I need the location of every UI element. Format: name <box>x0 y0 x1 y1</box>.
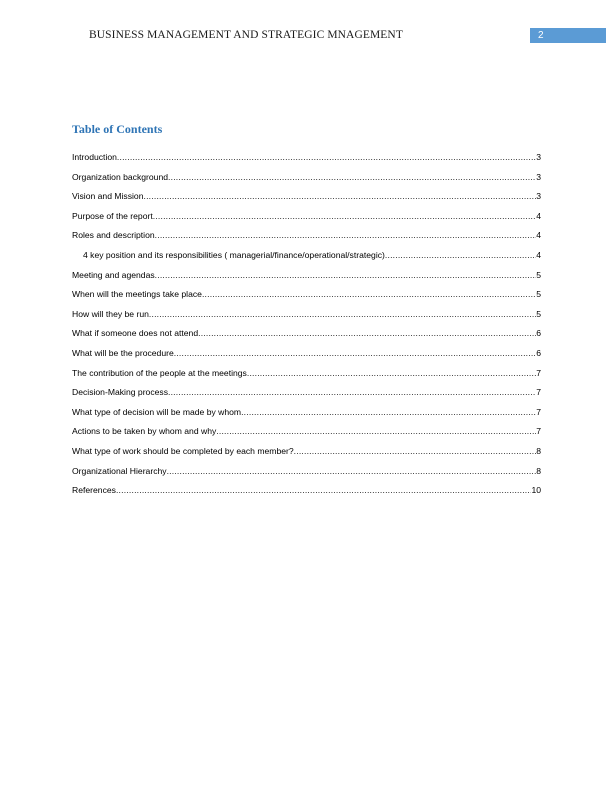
toc-entry-page-number[interactable]: 3 <box>536 191 541 202</box>
toc-dot-leader <box>241 405 536 419</box>
toc-dot-leader <box>385 248 536 262</box>
toc-entry[interactable] <box>72 150 541 170</box>
toc-entry-page-number[interactable]: 4 <box>536 230 541 241</box>
toc-entry-page-number[interactable]: 6 <box>536 328 541 339</box>
toc-entry-page-number[interactable]: 6 <box>536 347 541 358</box>
toc-entry-page-number[interactable]: 3 <box>536 171 541 182</box>
toc-entry-page-number[interactable]: 7 <box>536 387 541 398</box>
running-header-title: BUSINESS MANAGEMENT AND STRATEGIC MNAGEMENT <box>89 29 403 41</box>
toc-dot-leader <box>247 366 536 380</box>
toc-entry-page-number[interactable]: 4 <box>536 210 541 221</box>
toc-entry-label[interactable]: References <box>72 485 116 496</box>
toc-entry-label[interactable]: What if someone does not attend <box>72 328 199 339</box>
toc-entry-label[interactable]: Decision-Making process <box>72 387 168 398</box>
toc-dot-leader <box>167 464 537 478</box>
toc-entry-page-number[interactable]: 10 <box>531 485 541 496</box>
toc-entry-label[interactable]: Organization background <box>72 171 169 182</box>
toc-entry-label[interactable]: What will be the procedure <box>72 347 174 358</box>
toc-dot-leader <box>168 170 536 184</box>
toc-dot-leader <box>155 228 537 242</box>
toc-entry-page-number[interactable]: 5 <box>536 289 541 300</box>
toc-entry[interactable] <box>72 405 541 425</box>
toc-entry-label[interactable]: 4 key position and its responsibilities ( managerial/finance/operational/strategic) <box>83 249 385 260</box>
table-of-contents <box>72 150 541 503</box>
toc-dot-leader <box>174 346 536 360</box>
toc-heading: Table of Contents <box>72 122 163 136</box>
toc-entry-label[interactable]: Purpose of the report <box>72 210 153 221</box>
toc-entry[interactable] <box>72 268 541 288</box>
toc-entry-page-number[interactable]: 3 <box>536 152 541 162</box>
toc-entry-page-number[interactable]: 8 <box>536 465 541 476</box>
page-number-badge <box>530 28 606 43</box>
toc-entry-page-number[interactable]: 5 <box>536 269 541 280</box>
toc-entry[interactable] <box>72 385 541 405</box>
page-number: 2 <box>538 30 544 41</box>
toc-entry-page-number[interactable]: 4 <box>536 249 541 260</box>
toc-entry[interactable] <box>72 444 541 464</box>
toc-entry-label[interactable]: Roles and description <box>72 230 155 241</box>
toc-dot-leader <box>168 385 536 399</box>
toc-entry-label[interactable]: Meeting and agendas <box>72 269 155 280</box>
toc-entry-label[interactable]: Organizational Hierarchy <box>72 465 167 476</box>
toc-entry[interactable] <box>72 307 541 327</box>
toc-entry[interactable] <box>72 424 541 444</box>
toc-entry[interactable] <box>72 248 541 268</box>
toc-entry-page-number[interactable]: 8 <box>536 445 541 456</box>
toc-entry-label[interactable]: The contribution of the people at the meetings <box>72 367 247 378</box>
toc-entry-label[interactable]: How will they be run <box>72 308 149 319</box>
toc-entry-page-number[interactable]: 7 <box>536 367 541 378</box>
toc-dot-leader <box>144 189 537 203</box>
toc-entry[interactable] <box>72 326 541 346</box>
toc-entry[interactable] <box>72 483 541 503</box>
toc-entry[interactable] <box>72 464 541 484</box>
toc-entry-page-number[interactable]: 7 <box>536 426 541 437</box>
toc-entry[interactable] <box>72 189 541 209</box>
toc-entry-page-number[interactable]: 5 <box>536 308 541 319</box>
toc-dot-leader <box>116 483 531 497</box>
toc-entry[interactable] <box>72 366 541 386</box>
toc-entry-label[interactable]: Vision and Mission <box>72 191 144 202</box>
toc-dot-leader <box>155 268 537 282</box>
toc-dot-leader <box>153 209 536 223</box>
toc-entry[interactable] <box>72 170 541 190</box>
toc-dot-leader <box>294 444 537 458</box>
toc-dot-leader <box>198 326 536 340</box>
toc-entry-label[interactable]: Introduction <box>72 152 117 162</box>
toc-entry[interactable] <box>72 209 541 229</box>
toc-entry[interactable] <box>72 228 541 248</box>
toc-dot-leader <box>149 307 536 321</box>
toc-dot-leader <box>216 424 536 438</box>
toc-entry-label[interactable]: When will the meetings take place <box>72 289 202 300</box>
toc-dot-leader <box>117 150 536 164</box>
toc-entry-label[interactable]: Actions to be taken by whom and why <box>72 426 217 437</box>
toc-entry[interactable] <box>72 287 541 307</box>
toc-entry-page-number[interactable]: 7 <box>536 406 541 417</box>
toc-dot-leader <box>202 287 536 301</box>
toc-entry[interactable] <box>72 346 541 366</box>
toc-entry-label[interactable]: What type of work should be completed by each member? <box>72 445 294 456</box>
toc-entry-label[interactable]: What type of decision will be made by whom <box>72 406 242 417</box>
